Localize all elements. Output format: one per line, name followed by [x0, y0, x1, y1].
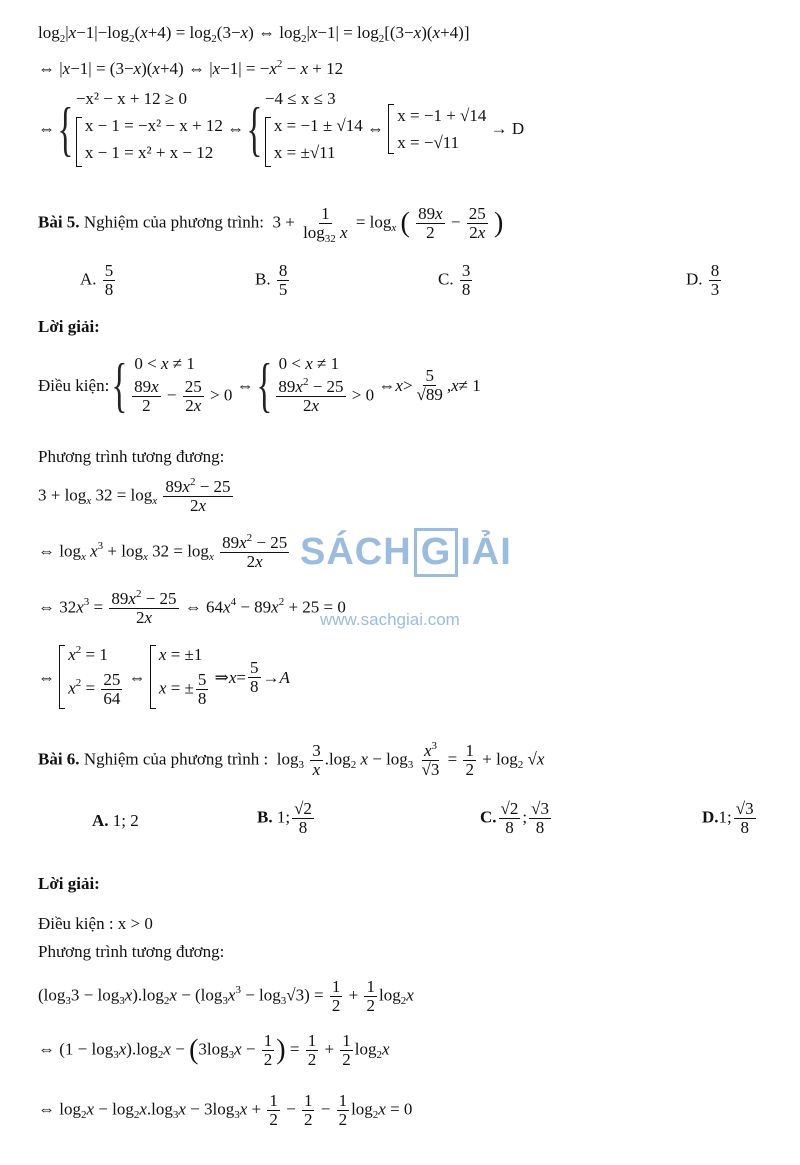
bai5-question: Bài 5. Nghiệm của phương trình: 3 + $\frac{1}{\log_{32} x}$ = $\log_x$ ( $\frac{89x}{2}$ − $\frac{25}{2x}$ ) — [38, 204, 504, 245]
bai5-option-b[interactable]: B. $\frac{8}{5}$ — [255, 261, 288, 299]
bai6-option-b[interactable]: B. 1; $\frac{√2}{8}$ — [257, 799, 312, 837]
bai6-option-c[interactable]: C. $\frac{√2}{8}$ ; $\frac{√3}{8}$ — [480, 799, 549, 837]
bai5-option-d[interactable]: D. $\frac{8}{3}$ — [686, 261, 720, 299]
bai5-text: Nghiệm của phương trình: — [83, 212, 264, 232]
bai5-condition: Điều kiện: { 0 < x ≠ 1 $\frac{89x}{2}$ − $\frac{25}{2x}$ > 0 ⇔ { 0 < x ≠ 1 $\frac{89x^2 - 25}{2x}$ > 0 ⇔ x > $\frac{5}{√89}$ , x ≠ 1 — [38, 352, 481, 418]
sys-b-row-3: x = ±√11 — [273, 143, 336, 162]
bai5-option-c[interactable]: C. $\frac{3}{8}$ — [438, 261, 471, 299]
sys-c-row-2: x = −√11 — [397, 132, 460, 152]
watermark-url: www.sachgiai.com — [320, 610, 460, 629]
bai5-step-3: ⇔ $32x^3$ = $\frac{89x^2 - 25}{2x}$ ⇔ $64x^4 - 89x^2 + 25 = 0$ — [38, 588, 346, 627]
condition-label: Điều kiện: — [38, 375, 110, 395]
sys-a-row-3: x − 1 = x² + x − 12 — [84, 143, 214, 162]
bai5-option-a[interactable]: A. $\frac{5}{8}$ — [80, 261, 114, 299]
sys-a-row-1: −x² − x + 12 ≥ 0 — [75, 89, 188, 108]
sys-b-row-2: x = −1 ± √14 — [273, 116, 363, 135]
bai5-solution-label: Lời giải: — [38, 317, 100, 336]
sys-a-row-2: x − 1 = −x² − x + 12 — [84, 116, 223, 135]
bai5-label: Bài 5. — [38, 212, 80, 232]
bai6-option-a[interactable]: A. 1; 2 — [92, 811, 139, 830]
bai6-question: Bài 6. Nghiệm của phương trình : $\log_3$ $\frac{3}{x}$ $.\log_2$ $x - \log_3$ $\frac{x^3}{√3}$ = $\frac{1}{2}$ + $\log_2 √x$ — [38, 740, 545, 779]
bai6-text: Nghiệm của phương trình : — [83, 749, 269, 769]
equation-system-line: ⇔ { −x² − x + 12 ≥ 0 x − 1 = −x² − x + 12 x − 1 = x² + x − 12 ⇔ { −4 ≤ x ≤ 3 x = −1 ± √14 x = ±√11 ⇔ x = −1 + √14 x = −√11 → D — [38, 90, 524, 167]
bai5-equiv-label: Phương trình tương đương: — [38, 447, 225, 466]
sys-b-row-1: −4 ≤ x ≤ 3 — [264, 89, 336, 108]
equation-line-2: ⇔ |x−1| = (3−x)(x+4) ⇔ $|x-1| = -x^2 - x + 12$ — [38, 58, 344, 78]
bai5-step-4: ⇔ $x^2 = 1$ $x^2$ = $\frac{25}{64}$ ⇔ x = ±1 x = ± $\frac{5}{8}$ ⇒ x = $\frac{5}{8}$ → A — [38, 644, 290, 708]
bai6-equiv-label: Phương trình tương đương: — [38, 942, 225, 961]
bai6-step-1: $(\log_33 - \log_3x).\log_2x - (\log_3x^3 - \log_3√3)$ = $\frac{1}{2}$ + $\frac{1}{2}$ $\log_2x$ — [38, 977, 414, 1015]
bai6-label: Bài 6. — [38, 749, 80, 769]
bai6-step-3: ⇔ $\log_2x - \log_2x.\log_3x - 3\log_3x$ + $\frac{1}{2}$ − $\frac{1}{2}$ − $\frac{1}{2}$ $\log_2x = 0$ — [38, 1091, 413, 1129]
watermark-logo: SÁCH G IẢI — [300, 528, 512, 577]
sys-c-row-1: x = −1 + √14 — [397, 105, 487, 125]
bai6-condition: Điều kiện : x > 0 — [38, 914, 153, 933]
bai5-step-1: $3 + \log_x 32 = \log_x$ $\frac{89x^2 - 25}{2x}$ — [38, 476, 231, 515]
bai6-step-2: ⇔ $(1 - \log_3x).\log_2x - (3\log_3x$ − $\frac{1}{2}$ ) = $\frac{1}{2}$ + $\frac{1}{2}$ $\log_2x$ — [38, 1031, 390, 1069]
answer-d: → D — [490, 119, 525, 138]
bai6-option-d[interactable]: D.1; $\frac{√3}{8}$ — [702, 799, 754, 837]
equation-line-1: $\log_2|x-1|-\log_2(x+4) = \log_2(3-x)$ ⇔ $\log_2|x-1| = \log_2[(3-x)(x+4)]$ — [38, 23, 470, 45]
bai5-step-2: ⇔ $\log_x x^3 + \log_x 32 = \log_x$ $\frac{89x^2 - 25}{2x}$ — [38, 532, 288, 571]
bai6-solution-label: Lời giải: — [38, 874, 100, 893]
